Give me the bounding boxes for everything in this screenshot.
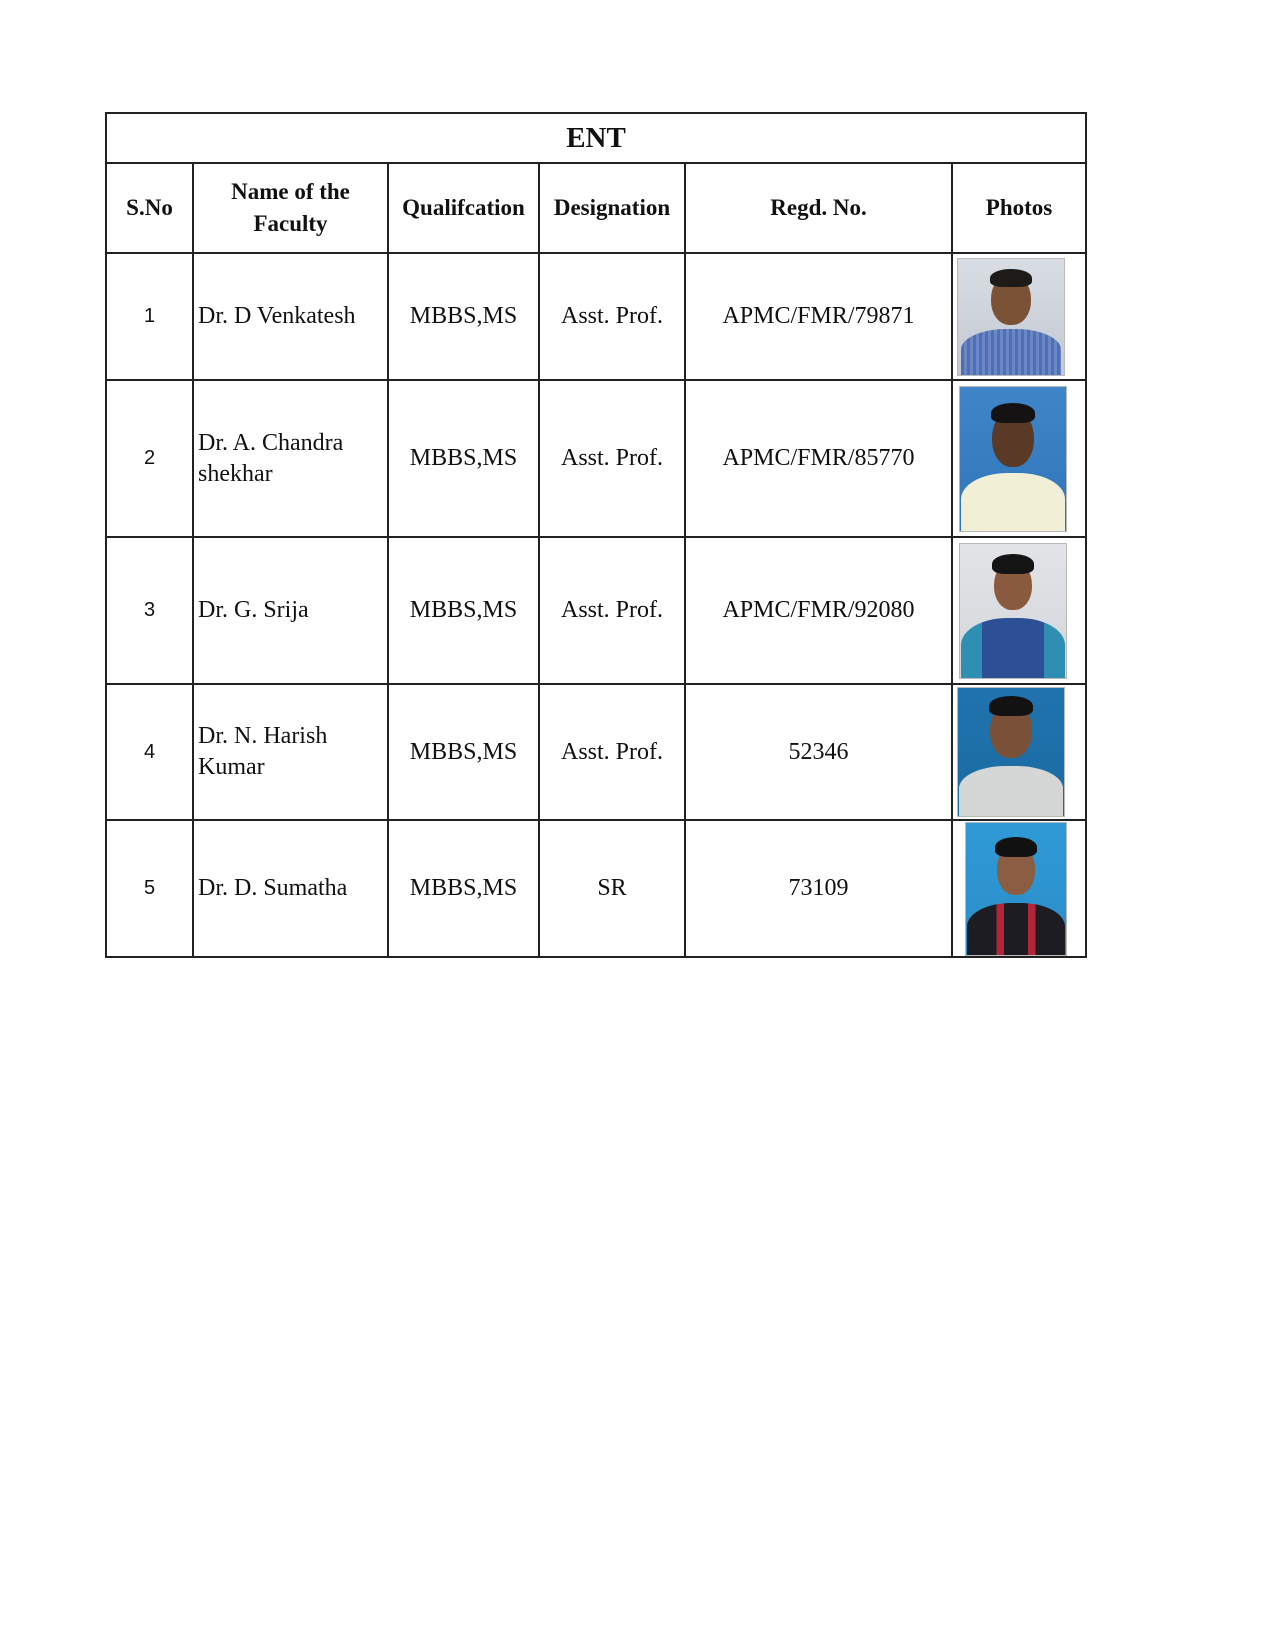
header-designation: Designation <box>539 163 685 253</box>
qualification-cell: MBBS,MS <box>388 820 539 957</box>
qualification-cell: MBBS,MS <box>388 684 539 820</box>
qualification-cell: MBBS,MS <box>388 537 539 684</box>
photo-cell <box>952 684 1086 820</box>
photo-cell <box>952 820 1086 957</box>
regd-no-cell: APMC/FMR/92080 <box>685 537 952 684</box>
table-row <box>106 380 1086 537</box>
regd-no-cell: APMC/FMR/79871 <box>685 253 952 380</box>
designation-cell: Asst. Prof. <box>539 253 685 380</box>
regd-no-cell: 52346 <box>685 684 952 820</box>
name-cell: Dr. N. Harish Kumar <box>193 684 388 820</box>
header-qualification: Qualifcation <box>388 163 539 253</box>
designation-cell: Asst. Prof. <box>539 537 685 684</box>
header-photos: Photos <box>952 163 1086 253</box>
name-cell: Dr. D. Sumatha <box>193 820 388 957</box>
designation-cell: Asst. Prof. <box>539 684 685 820</box>
regd-no-cell: APMC/FMR/85770 <box>685 380 952 537</box>
regd-no-cell: 73109 <box>685 820 952 957</box>
header-name: Name of the Faculty <box>193 163 388 253</box>
name-cell: Dr. G. Srija <box>193 537 388 684</box>
table-row <box>106 684 1086 820</box>
name-cell: Dr. D Venkatesh <box>193 253 388 380</box>
header-sno: S.No <box>106 163 193 253</box>
table-row <box>106 537 1086 684</box>
faculty-photo <box>959 386 1067 532</box>
faculty-photo <box>957 687 1065 817</box>
photo-cell <box>952 253 1086 380</box>
faculty-photo <box>965 822 1067 956</box>
qualification-cell: MBBS,MS <box>388 380 539 537</box>
header-regd-no: Regd. No. <box>685 163 952 253</box>
photo-cell <box>952 537 1086 684</box>
designation-cell: Asst. Prof. <box>539 380 685 537</box>
header-row <box>106 163 1086 253</box>
qualification-cell: MBBS,MS <box>388 253 539 380</box>
faculty-photo <box>959 543 1067 679</box>
sno-cell: 3 <box>106 537 193 684</box>
name-cell: Dr. A. Chandra shekhar <box>193 380 388 537</box>
faculty-table <box>105 112 1087 958</box>
designation-cell: SR <box>539 820 685 957</box>
sno-cell: 4 <box>106 684 193 820</box>
table-title: ENT <box>106 113 1086 163</box>
sno-cell: 1 <box>106 253 193 380</box>
table-row <box>106 253 1086 380</box>
photo-cell <box>952 380 1086 537</box>
sno-cell: 5 <box>106 820 193 957</box>
table-row <box>106 820 1086 957</box>
sno-cell: 2 <box>106 380 193 537</box>
faculty-photo <box>957 258 1065 376</box>
